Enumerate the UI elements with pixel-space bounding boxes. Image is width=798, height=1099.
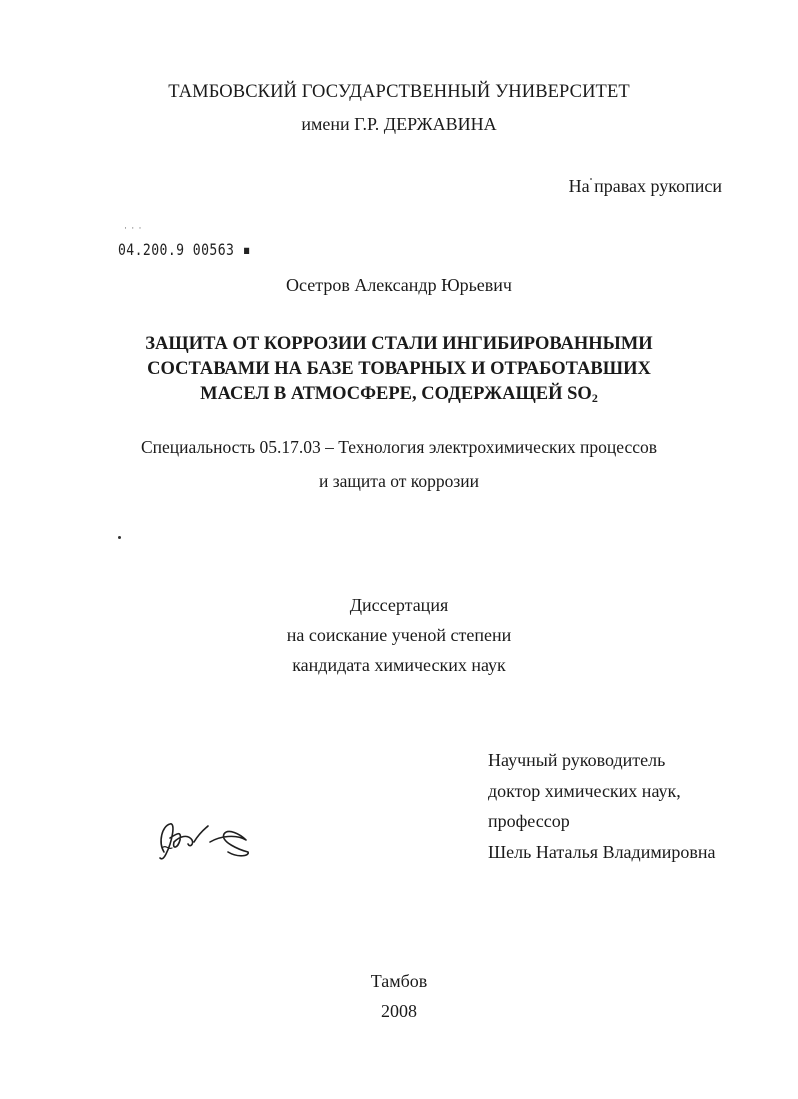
speck: [118, 536, 121, 539]
dissertation-line-3: кандидата химических наук: [292, 655, 506, 675]
supervisor-name: Шель Наталья Владимировна: [488, 841, 716, 862]
signature-image: [150, 812, 260, 868]
dissertation-degree: [0, 590, 798, 680]
specialty-line-1: Специальность 05.17.03 – Технология электрохимических процессов: [140, 437, 658, 457]
dissertation-title: [0, 332, 798, 407]
archive-stamp-number: 04.200.9 00563: [118, 240, 235, 259]
title-line-3-text: МАСЕЛ В АТМОСФЕРЕ, СОДЕРЖАЩЕЙ SO: [200, 384, 592, 404]
title-line-1: ЗАЩИТА ОТ КОРРОЗИИ СТАЛИ ИНГИБИРОВАННЫМИ: [145, 334, 653, 354]
footer-city: Тамбов: [370, 971, 428, 991]
title-subscript: 2: [591, 391, 598, 405]
footer-year: 2008: [381, 1001, 417, 1021]
university-named-after: имени Г.Р. ДЕРЖАВИНА: [301, 114, 497, 134]
stamp-dots: · · ·: [124, 223, 143, 233]
title-line-2: СОСТАВАМИ НА БАЗЕ ТОВАРНЫХ И ОТРАБОТАВШИХ: [147, 359, 651, 379]
supervisor-rank: профессор: [488, 811, 570, 831]
footer: [0, 966, 798, 1026]
specialty: [0, 430, 798, 498]
supervisor-block: [488, 745, 715, 867]
archive-stamp: 04.200.9 00563 ▪: [118, 240, 251, 259]
author-name: Осетров Александр Юрьевич: [286, 275, 512, 295]
dissertation-line-2: на соискание ученой степени: [286, 625, 512, 645]
title-line-3: [0, 382, 798, 407]
dissertation-line-1: Диссертация: [349, 595, 449, 615]
rights-note: На правах рукописи: [568, 176, 722, 196]
university-name: ТАМБОВСКИЙ ГОСУДАРСТВЕННЫЙ УНИВЕРСИТЕТ: [168, 82, 630, 102]
specialty-line-2: и защита от коррозии: [318, 471, 480, 491]
supervisor-degree: доктор химических наук,: [488, 780, 681, 801]
supervisor-role: Научный руководитель: [488, 750, 666, 770]
